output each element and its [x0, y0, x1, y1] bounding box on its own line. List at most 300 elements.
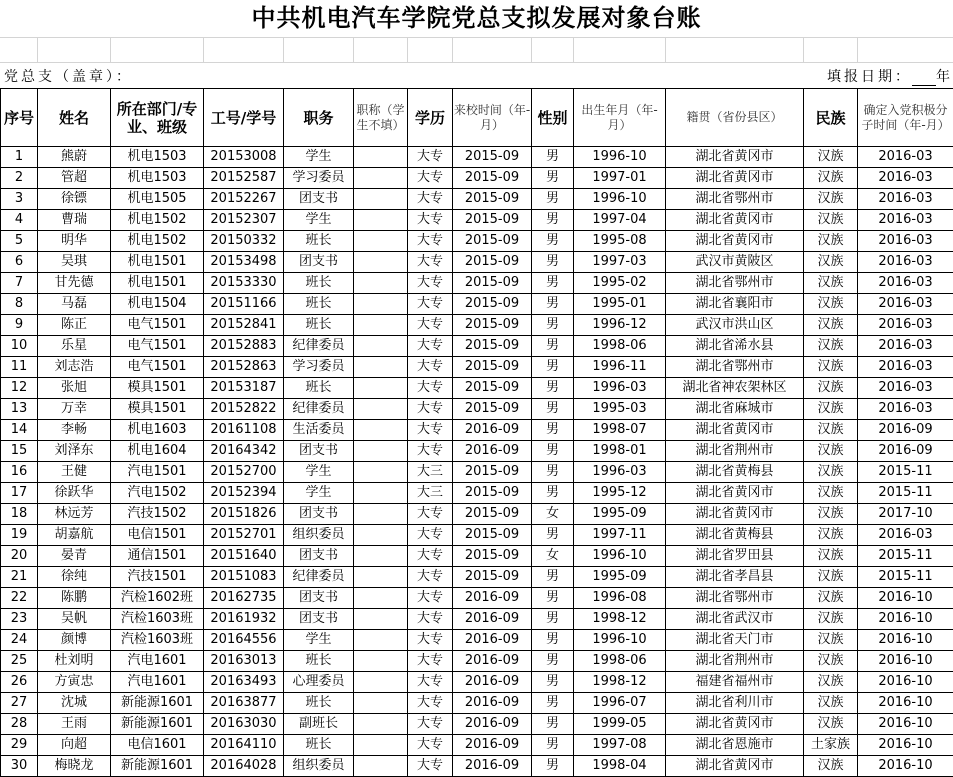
cell-birth: 1999-05 — [574, 714, 666, 735]
cell-title — [354, 315, 408, 336]
cell-birth: 1998-04 — [574, 756, 666, 777]
table-row — [1, 210, 953, 231]
cell-gender: 男 — [532, 567, 574, 588]
cell-native-place: 湖北省罗田县 — [666, 546, 804, 567]
cell-native-place: 湖北省黄梅县 — [666, 462, 804, 483]
table-row — [1, 504, 953, 525]
cell-enroll-date: 2016-09 — [453, 609, 532, 630]
header-name: 姓名 — [38, 89, 111, 147]
cell-ethnicity: 汉族 — [804, 462, 858, 483]
cell-id: 20161932 — [204, 609, 284, 630]
cell-gender: 女 — [532, 504, 574, 525]
cell-ethnicity: 汉族 — [804, 210, 858, 231]
cell-seq: 30 — [1, 756, 38, 777]
cell-gender: 男 — [532, 714, 574, 735]
cell-ethnicity: 汉族 — [804, 546, 858, 567]
cell-ethnicity: 汉族 — [804, 399, 858, 420]
cell-birth: 1996-10 — [574, 546, 666, 567]
cell-position: 纪律委员 — [284, 399, 354, 420]
cell-position: 纪律委员 — [284, 567, 354, 588]
header-row — [1, 89, 953, 147]
cell-gender: 男 — [532, 252, 574, 273]
cell-id: 20153330 — [204, 273, 284, 294]
cell-native-place: 湖北省恩施市 — [666, 735, 804, 756]
cell-position: 班长 — [284, 294, 354, 315]
cell-department: 机电1503 — [111, 168, 204, 189]
cell-position: 学生 — [284, 630, 354, 651]
cell-title — [354, 756, 408, 777]
cell-enroll-date: 2015-09 — [453, 147, 532, 168]
cell-seq: 6 — [1, 252, 38, 273]
table-row — [1, 609, 953, 630]
cell-enroll-date: 2016-09 — [453, 630, 532, 651]
cell-gender: 男 — [532, 651, 574, 672]
cell-department: 汽电1601 — [111, 672, 204, 693]
cell-name: 乐星 — [38, 336, 111, 357]
cell-seq: 23 — [1, 609, 38, 630]
cell-activist-date: 2016-10 — [858, 735, 953, 756]
cell-gender: 男 — [532, 399, 574, 420]
cell-ethnicity: 汉族 — [804, 441, 858, 462]
table-row — [1, 336, 953, 357]
header-activist-date: 确定入党积极分子时间（年-月） — [858, 89, 953, 147]
cell-name: 方寅忠 — [38, 672, 111, 693]
cell-id: 20163493 — [204, 672, 284, 693]
cell-title — [354, 147, 408, 168]
cell-position: 组织委员 — [284, 756, 354, 777]
header-seq: 序号 — [1, 89, 38, 147]
cell-birth: 1998-12 — [574, 609, 666, 630]
cell-education: 大专 — [408, 588, 453, 609]
cell-activist-date: 2016-03 — [858, 252, 953, 273]
cell-education: 大专 — [408, 357, 453, 378]
cell-name: 万幸 — [38, 399, 111, 420]
cell-native-place: 湖北省黄冈市 — [666, 168, 804, 189]
cell-birth: 1997-04 — [574, 210, 666, 231]
cell-native-place: 湖北省黄冈市 — [666, 147, 804, 168]
table-row — [1, 252, 953, 273]
cell-native-place: 湖北省襄阳市 — [666, 294, 804, 315]
cell-education: 大专 — [408, 756, 453, 777]
cell-id: 20152587 — [204, 168, 284, 189]
cell-native-place: 湖北省鄂州市 — [666, 588, 804, 609]
cell-ethnicity: 汉族 — [804, 315, 858, 336]
cell-ethnicity: 汉族 — [804, 672, 858, 693]
cell-ethnicity: 汉族 — [804, 420, 858, 441]
cell-position: 心理委员 — [284, 672, 354, 693]
cell-id: 20152267 — [204, 189, 284, 210]
table-row — [1, 294, 953, 315]
cell-position: 团支书 — [284, 609, 354, 630]
cell-birth: 1996-12 — [574, 315, 666, 336]
cell-title — [354, 168, 408, 189]
cell-activist-date: 2016-03 — [858, 525, 953, 546]
cell-name: 林远芳 — [38, 504, 111, 525]
cell-activist-date: 2015-11 — [858, 567, 953, 588]
cell-activist-date: 2016-03 — [858, 231, 953, 252]
cell-enroll-date: 2016-09 — [453, 672, 532, 693]
cell-position: 班长 — [284, 315, 354, 336]
cell-activist-date: 2016-03 — [858, 399, 953, 420]
table-row — [1, 735, 953, 756]
cell-native-place: 湖北省鄂州市 — [666, 189, 804, 210]
cell-activist-date: 2016-10 — [858, 588, 953, 609]
cell-gender: 男 — [532, 315, 574, 336]
cell-title — [354, 210, 408, 231]
cell-gender: 男 — [532, 210, 574, 231]
cell-seq: 14 — [1, 420, 38, 441]
cell-department: 新能源1601 — [111, 693, 204, 714]
cell-position: 团支书 — [284, 504, 354, 525]
header-gender: 性别 — [532, 89, 574, 147]
cell-birth: 1997-01 — [574, 168, 666, 189]
cell-name: 徐纯 — [38, 567, 111, 588]
cell-native-place: 湖北省天门市 — [666, 630, 804, 651]
cell-position: 班长 — [284, 378, 354, 399]
cell-title — [354, 567, 408, 588]
cell-name: 李畅 — [38, 420, 111, 441]
cell-title — [354, 357, 408, 378]
cell-ethnicity: 汉族 — [804, 357, 858, 378]
table-row — [1, 273, 953, 294]
cell-gender: 男 — [532, 525, 574, 546]
cell-title — [354, 525, 408, 546]
cell-id: 20152822 — [204, 399, 284, 420]
cell-department: 汽电1501 — [111, 462, 204, 483]
member-ledger-table — [0, 88, 953, 777]
cell-position: 团支书 — [284, 588, 354, 609]
cell-name: 甘先德 — [38, 273, 111, 294]
cell-education: 大专 — [408, 315, 453, 336]
cell-birth: 1995-02 — [574, 273, 666, 294]
cell-seq: 9 — [1, 315, 38, 336]
cell-enroll-date: 2015-09 — [453, 252, 532, 273]
cell-name: 吴帆 — [38, 609, 111, 630]
cell-education: 大专 — [408, 672, 453, 693]
table-row — [1, 693, 953, 714]
cell-title — [354, 504, 408, 525]
cell-position: 学生 — [284, 147, 354, 168]
cell-education: 大三 — [408, 462, 453, 483]
cell-native-place: 湖北省利川市 — [666, 693, 804, 714]
cell-enroll-date: 2016-09 — [453, 420, 532, 441]
cell-activist-date: 2016-03 — [858, 294, 953, 315]
cell-name: 王雨 — [38, 714, 111, 735]
cell-native-place: 湖北省黄冈市 — [666, 714, 804, 735]
table-row — [1, 189, 953, 210]
header-title: 职称（学生不填） — [354, 89, 408, 147]
cell-birth: 1996-03 — [574, 462, 666, 483]
cell-gender: 男 — [532, 420, 574, 441]
cell-birth: 1998-06 — [574, 336, 666, 357]
cell-ethnicity: 汉族 — [804, 651, 858, 672]
cell-education: 大专 — [408, 189, 453, 210]
cell-native-place: 湖北省黄冈市 — [666, 231, 804, 252]
cell-gender: 男 — [532, 462, 574, 483]
cell-ethnicity: 汉族 — [804, 147, 858, 168]
cell-enroll-date: 2015-09 — [453, 315, 532, 336]
cell-enroll-date: 2015-09 — [453, 294, 532, 315]
spreadsheet-empty-row — [0, 37, 953, 63]
table-row — [1, 441, 953, 462]
table-row — [1, 756, 953, 777]
cell-gender: 男 — [532, 189, 574, 210]
cell-enroll-date: 2015-09 — [453, 168, 532, 189]
cell-id: 20163030 — [204, 714, 284, 735]
cell-id: 20152394 — [204, 483, 284, 504]
cell-department: 模具1501 — [111, 378, 204, 399]
cell-seq: 4 — [1, 210, 38, 231]
cell-seq: 3 — [1, 189, 38, 210]
cell-education: 大专 — [408, 567, 453, 588]
cell-native-place: 湖北省浠水县 — [666, 336, 804, 357]
cell-ethnicity: 汉族 — [804, 336, 858, 357]
cell-enroll-date: 2015-09 — [453, 483, 532, 504]
cell-education: 大专 — [408, 210, 453, 231]
cell-name: 张旭 — [38, 378, 111, 399]
cell-activist-date: 2016-03 — [858, 378, 953, 399]
cell-gender: 男 — [532, 231, 574, 252]
cell-id: 20151083 — [204, 567, 284, 588]
cell-ethnicity: 汉族 — [804, 483, 858, 504]
cell-enroll-date: 2015-09 — [453, 357, 532, 378]
cell-enroll-date: 2016-09 — [453, 588, 532, 609]
report-date-label: 填报日期： — [827, 69, 912, 85]
cell-gender: 男 — [532, 441, 574, 462]
table-row — [1, 231, 953, 252]
cell-education: 大专 — [408, 504, 453, 525]
cell-department: 汽检1602班 — [111, 588, 204, 609]
cell-name: 王健 — [38, 462, 111, 483]
cell-department: 模具1501 — [111, 399, 204, 420]
cell-gender: 女 — [532, 546, 574, 567]
cell-birth: 1996-10 — [574, 189, 666, 210]
cell-department: 汽技1501 — [111, 567, 204, 588]
cell-birth: 1995-03 — [574, 399, 666, 420]
cell-department: 电气1501 — [111, 357, 204, 378]
page-title: 中共机电汽车学院党总支拟发展对象台账 — [0, 0, 953, 37]
cell-native-place: 湖北省鄂州市 — [666, 273, 804, 294]
cell-birth: 1997-03 — [574, 252, 666, 273]
cell-education: 大专 — [408, 546, 453, 567]
cell-ethnicity: 汉族 — [804, 231, 858, 252]
cell-department: 机电1504 — [111, 294, 204, 315]
cell-education: 大专 — [408, 420, 453, 441]
cell-title — [354, 273, 408, 294]
cell-title — [354, 399, 408, 420]
cell-department: 汽技1502 — [111, 504, 204, 525]
cell-position: 学生 — [284, 483, 354, 504]
cell-title — [354, 714, 408, 735]
cell-ethnicity: 汉族 — [804, 714, 858, 735]
cell-activist-date: 2016-10 — [858, 609, 953, 630]
cell-education: 大专 — [408, 336, 453, 357]
cell-ethnicity: 汉族 — [804, 189, 858, 210]
cell-position: 班长 — [284, 231, 354, 252]
cell-name: 向超 — [38, 735, 111, 756]
cell-education: 大专 — [408, 273, 453, 294]
cell-enroll-date: 2016-09 — [453, 441, 532, 462]
cell-name: 明华 — [38, 231, 111, 252]
cell-enroll-date: 2015-09 — [453, 210, 532, 231]
cell-activist-date: 2016-10 — [858, 672, 953, 693]
table-row — [1, 567, 953, 588]
cell-ethnicity: 汉族 — [804, 168, 858, 189]
cell-title — [354, 336, 408, 357]
cell-native-place: 湖北省麻城市 — [666, 399, 804, 420]
cell-gender: 男 — [532, 336, 574, 357]
cell-id: 20164110 — [204, 735, 284, 756]
header-native-place: 籍贯（省份县区） — [666, 89, 804, 147]
cell-native-place: 湖北省黄冈市 — [666, 210, 804, 231]
cell-name: 吴琪 — [38, 252, 111, 273]
cell-enroll-date: 2015-09 — [453, 189, 532, 210]
cell-native-place: 湖北省荆州市 — [666, 651, 804, 672]
cell-seq: 29 — [1, 735, 38, 756]
cell-seq: 13 — [1, 399, 38, 420]
cell-native-place: 湖北省鄂州市 — [666, 357, 804, 378]
header-education: 学历 — [408, 89, 453, 147]
cell-department: 电气1501 — [111, 336, 204, 357]
cell-ethnicity: 汉族 — [804, 525, 858, 546]
cell-name: 熊蔚 — [38, 147, 111, 168]
cell-name: 颜博 — [38, 630, 111, 651]
cell-seq: 22 — [1, 588, 38, 609]
cell-name: 马磊 — [38, 294, 111, 315]
cell-id: 20150332 — [204, 231, 284, 252]
cell-birth: 1998-12 — [574, 672, 666, 693]
cell-id: 20151166 — [204, 294, 284, 315]
cell-activist-date: 2016-03 — [858, 210, 953, 231]
table-row — [1, 315, 953, 336]
cell-name: 杜刘明 — [38, 651, 111, 672]
cell-education: 大专 — [408, 609, 453, 630]
cell-position: 副班长 — [284, 714, 354, 735]
cell-birth: 1996-07 — [574, 693, 666, 714]
cell-department: 电气1501 — [111, 315, 204, 336]
cell-seq: 5 — [1, 231, 38, 252]
cell-birth: 1996-11 — [574, 357, 666, 378]
cell-title — [354, 588, 408, 609]
cell-ethnicity: 土家族 — [804, 735, 858, 756]
cell-birth: 1996-08 — [574, 588, 666, 609]
cell-id: 20152307 — [204, 210, 284, 231]
cell-name: 梅晓龙 — [38, 756, 111, 777]
cell-department: 汽检1603班 — [111, 630, 204, 651]
cell-enroll-date: 2016-09 — [453, 735, 532, 756]
table-row — [1, 630, 953, 651]
cell-enroll-date: 2016-09 — [453, 756, 532, 777]
cell-id: 20164028 — [204, 756, 284, 777]
cell-title — [354, 420, 408, 441]
cell-department: 机电1501 — [111, 273, 204, 294]
cell-id: 20151826 — [204, 504, 284, 525]
table-row — [1, 168, 953, 189]
cell-title — [354, 630, 408, 651]
cell-education: 大专 — [408, 525, 453, 546]
cell-birth: 1996-10 — [574, 630, 666, 651]
cell-activist-date: 2016-09 — [858, 441, 953, 462]
cell-name: 晏青 — [38, 546, 111, 567]
cell-activist-date: 2016-10 — [858, 714, 953, 735]
cell-enroll-date: 2015-09 — [453, 567, 532, 588]
cell-id: 20152841 — [204, 315, 284, 336]
cell-position: 团支书 — [284, 252, 354, 273]
table-row — [1, 588, 953, 609]
cell-position: 团支书 — [284, 546, 354, 567]
cell-name: 陈鹏 — [38, 588, 111, 609]
cell-title — [354, 483, 408, 504]
cell-birth: 1997-11 — [574, 525, 666, 546]
cell-department: 机电1505 — [111, 189, 204, 210]
cell-ethnicity: 汉族 — [804, 609, 858, 630]
cell-department: 汽电1601 — [111, 651, 204, 672]
cell-native-place: 福建省福州市 — [666, 672, 804, 693]
cell-activist-date: 2015-11 — [858, 546, 953, 567]
cell-department: 机电1603 — [111, 420, 204, 441]
cell-activist-date: 2016-03 — [858, 315, 953, 336]
cell-native-place: 湖北省荆州市 — [666, 441, 804, 462]
table-row — [1, 399, 953, 420]
header-department: 所在部门/专业、班级 — [111, 89, 204, 147]
cell-title — [354, 609, 408, 630]
cell-birth: 1996-03 — [574, 378, 666, 399]
cell-id: 20162735 — [204, 588, 284, 609]
cell-title — [354, 378, 408, 399]
cell-native-place: 湖北省黄梅县 — [666, 525, 804, 546]
cell-education: 大专 — [408, 294, 453, 315]
cell-enroll-date: 2016-09 — [453, 693, 532, 714]
cell-seq: 19 — [1, 525, 38, 546]
table-row — [1, 462, 953, 483]
cell-ethnicity: 汉族 — [804, 273, 858, 294]
cell-birth: 1998-07 — [574, 420, 666, 441]
cell-birth: 1998-01 — [574, 441, 666, 462]
cell-id: 20152701 — [204, 525, 284, 546]
cell-name: 沈城 — [38, 693, 111, 714]
header-enroll-date: 来校时间（年-月） — [453, 89, 532, 147]
cell-seq: 28 — [1, 714, 38, 735]
cell-title — [354, 462, 408, 483]
cell-ethnicity: 汉族 — [804, 378, 858, 399]
cell-position: 纪律委员 — [284, 336, 354, 357]
cell-seq: 21 — [1, 567, 38, 588]
cell-education: 大专 — [408, 735, 453, 756]
cell-name: 陈正 — [38, 315, 111, 336]
cell-enroll-date: 2015-09 — [453, 273, 532, 294]
cell-ethnicity: 汉族 — [804, 294, 858, 315]
header-position: 职务 — [284, 89, 354, 147]
cell-native-place: 湖北省黄冈市 — [666, 756, 804, 777]
cell-enroll-date: 2015-09 — [453, 231, 532, 252]
cell-position: 班长 — [284, 273, 354, 294]
cell-department: 汽检1603班 — [111, 609, 204, 630]
cell-seq: 12 — [1, 378, 38, 399]
cell-id: 20153498 — [204, 252, 284, 273]
cell-activist-date: 2016-03 — [858, 189, 953, 210]
cell-title — [354, 672, 408, 693]
cell-id: 20151640 — [204, 546, 284, 567]
cell-seq: 1 — [1, 147, 38, 168]
cell-seq: 8 — [1, 294, 38, 315]
cell-position: 团支书 — [284, 441, 354, 462]
cell-position: 班长 — [284, 693, 354, 714]
cell-id: 20161108 — [204, 420, 284, 441]
cell-ethnicity: 汉族 — [804, 252, 858, 273]
cell-gender: 男 — [532, 672, 574, 693]
cell-gender: 男 — [532, 147, 574, 168]
cell-birth: 1995-08 — [574, 231, 666, 252]
